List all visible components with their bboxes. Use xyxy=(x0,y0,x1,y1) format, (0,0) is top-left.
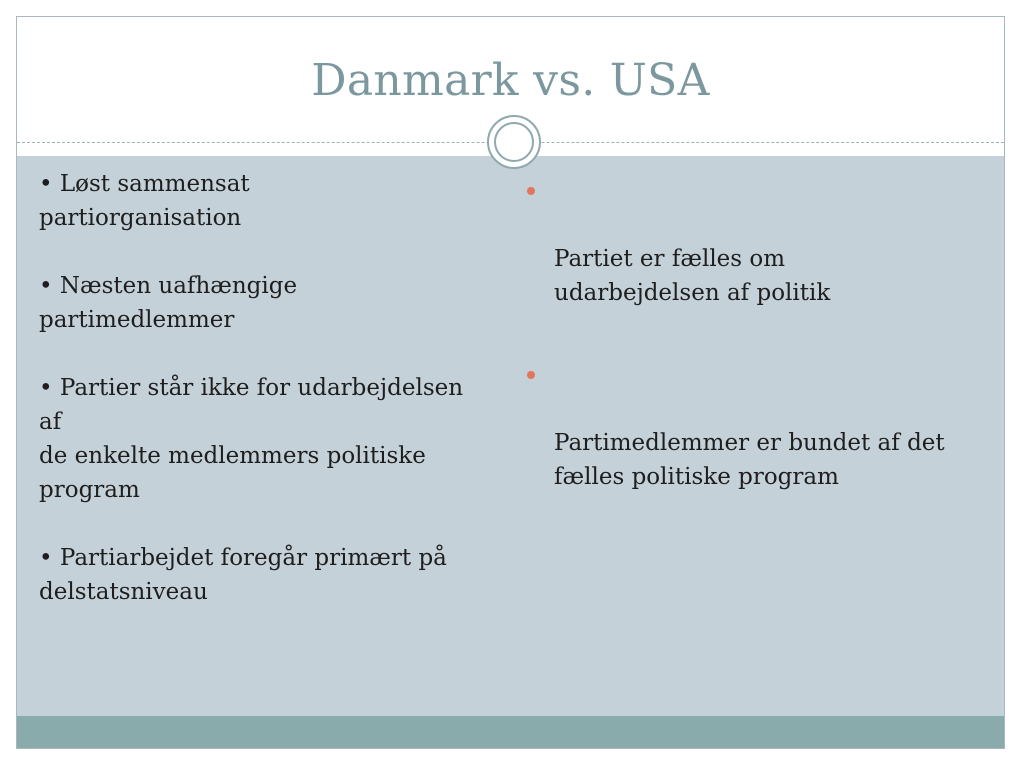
right-bullet-item xyxy=(522,358,992,494)
slide xyxy=(16,16,1005,749)
right-bullet-text: Partiet er fælles om udarbejdelsen af politik xyxy=(554,246,831,306)
footer-band xyxy=(17,716,1004,749)
left-column xyxy=(39,167,499,643)
bullet-dot-icon xyxy=(527,371,535,379)
inner-ring-icon xyxy=(494,122,534,162)
bullet-dot-icon xyxy=(527,187,535,195)
right-bullet-item xyxy=(522,174,992,310)
right-column xyxy=(522,174,992,542)
right-bullet-text: Partimedlemmer er bundet af det fælles politiske program xyxy=(554,430,945,490)
left-paragraph: • Næsten uafhængige partimedlemmer xyxy=(39,273,298,333)
left-paragraph: • Partiarbejdet foregår primært på delstatsniveau xyxy=(39,545,447,605)
left-paragraph: • Løst sammensat partiorganisation xyxy=(39,171,250,231)
left-paragraph: • Partier står ikke for udarbejdelsen af de enkelte medlemmers politiske program xyxy=(39,375,464,503)
slide-title: Danmark vs. USA xyxy=(311,55,710,106)
decorative-ring-icon xyxy=(487,115,541,169)
